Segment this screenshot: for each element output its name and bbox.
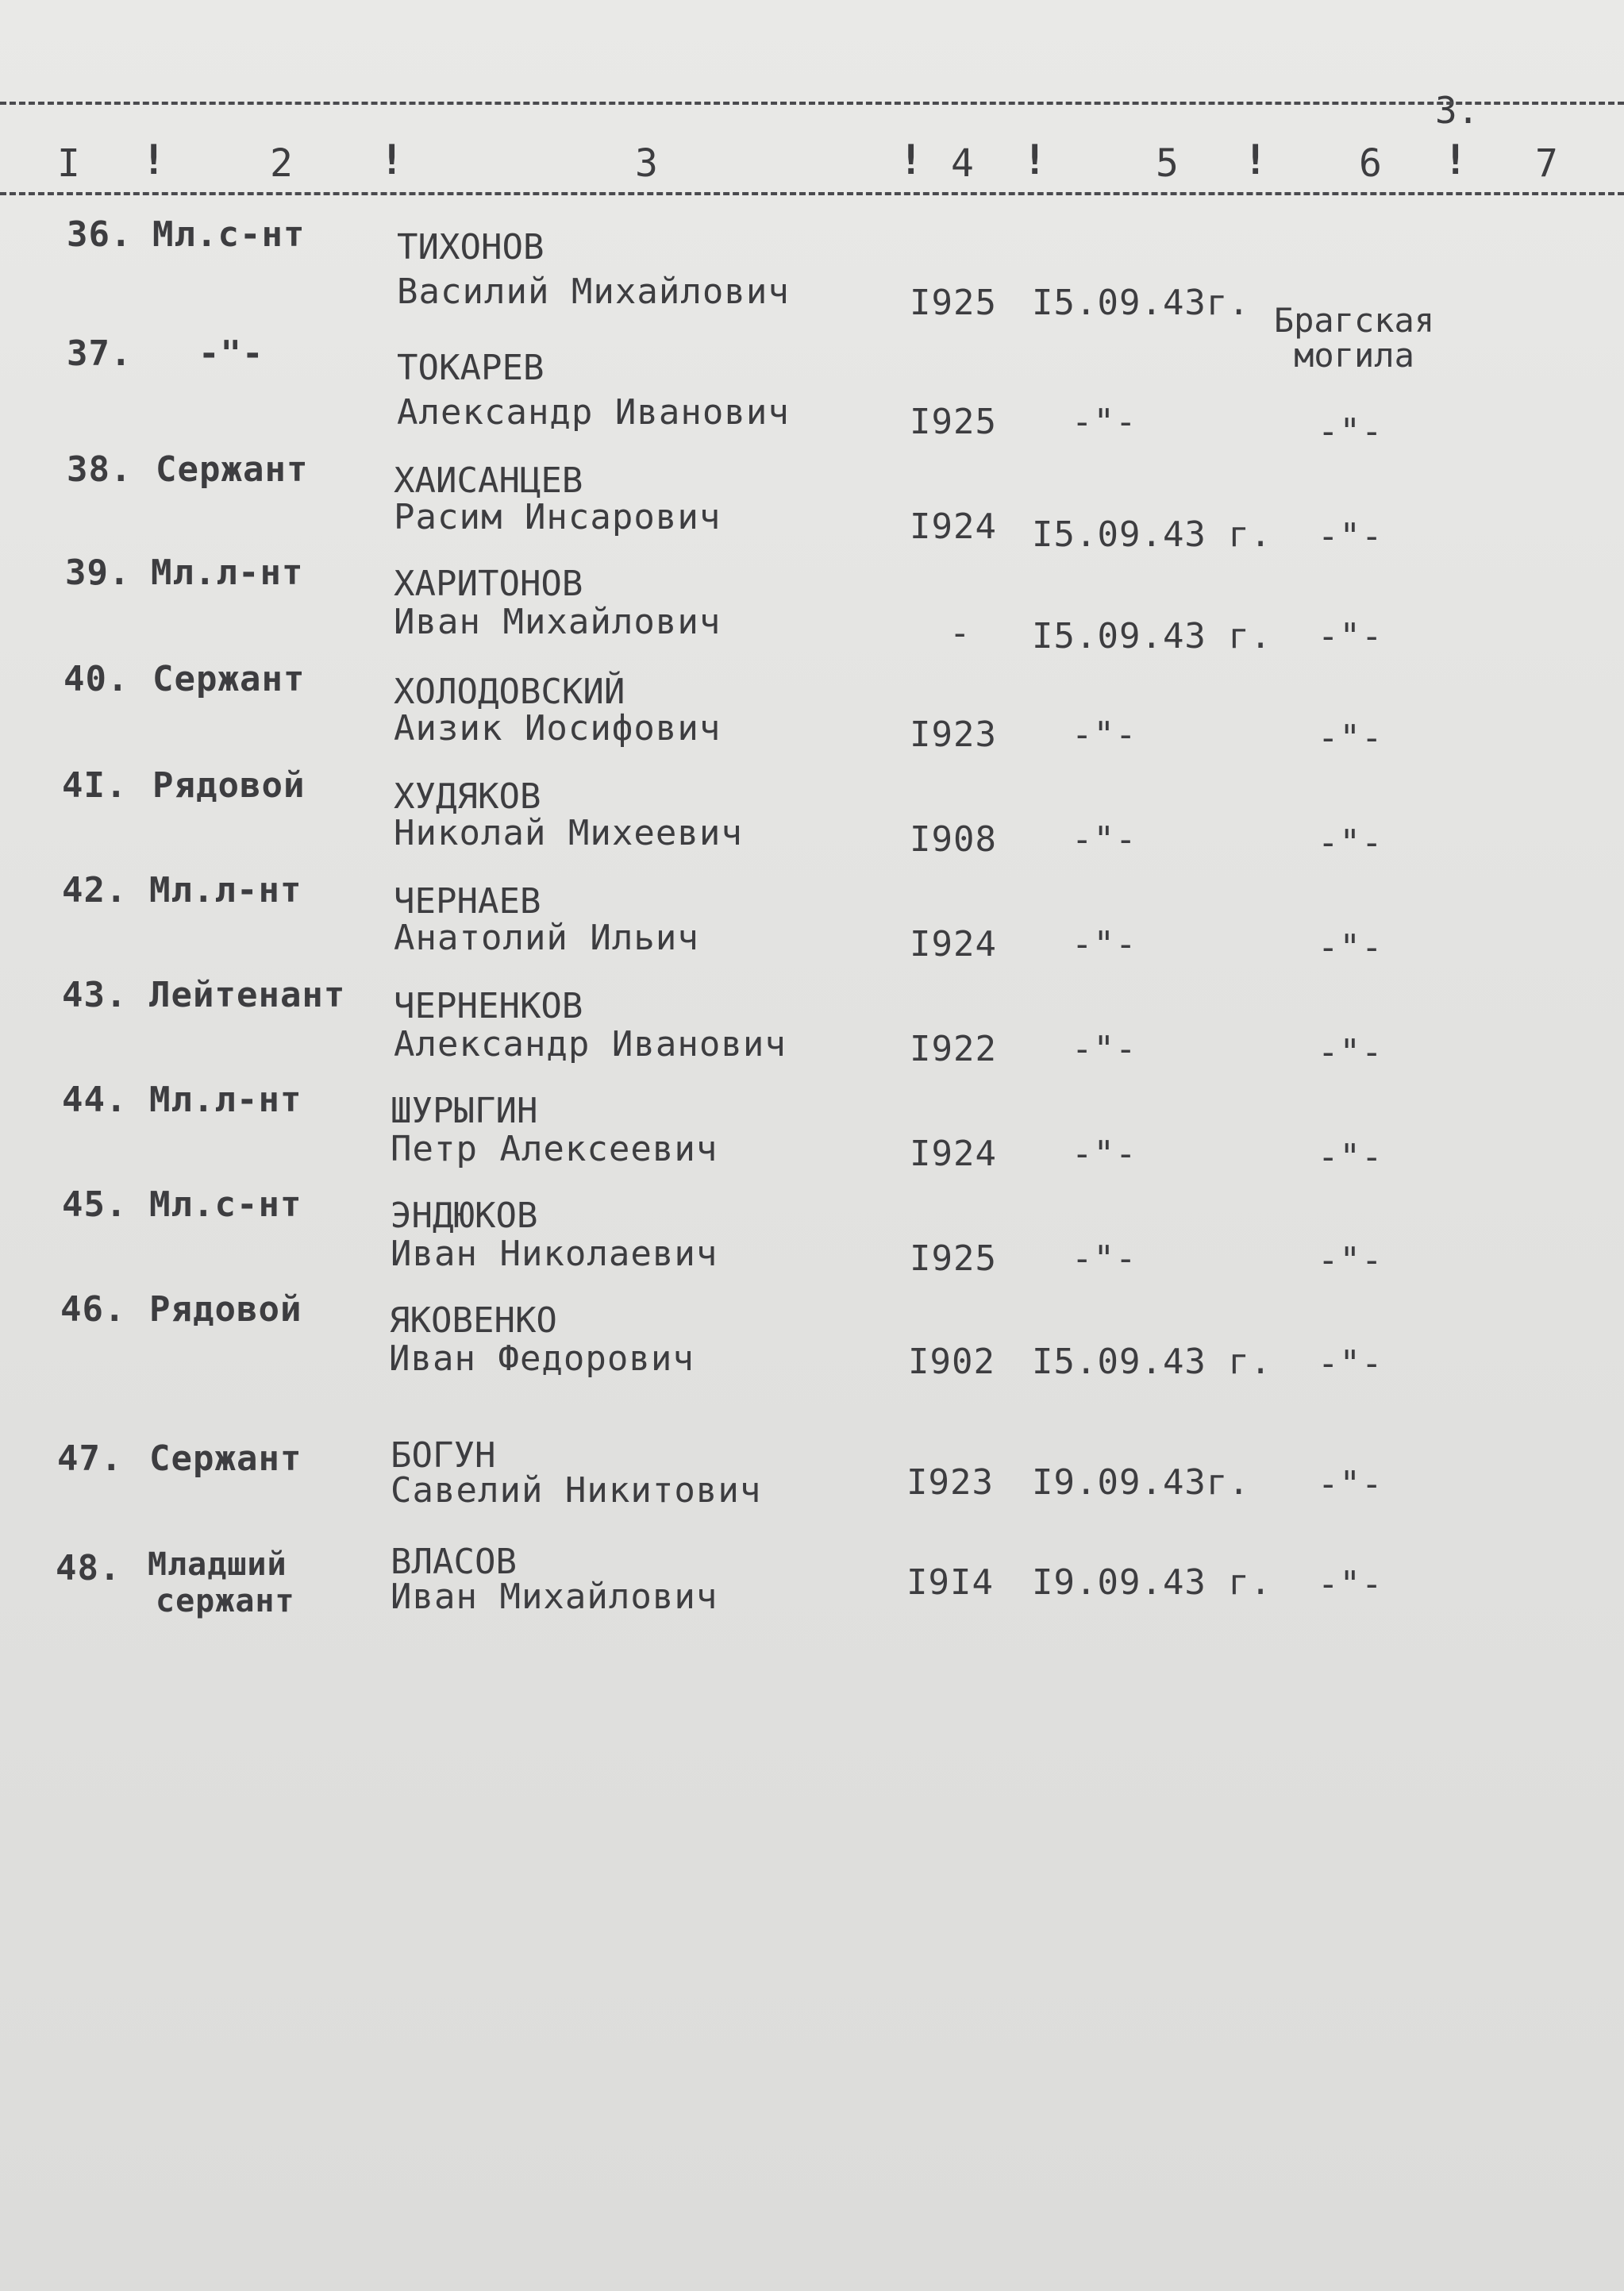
row-number: 46. bbox=[60, 1289, 126, 1330]
burial-place: -"- bbox=[1318, 927, 1383, 968]
surname: ХУДЯКОВ bbox=[394, 776, 541, 817]
surname: БОГУН bbox=[391, 1435, 496, 1476]
rank: Сержант bbox=[156, 449, 309, 490]
rank: Рядовой bbox=[149, 1289, 302, 1330]
surname: ХАРИТОНОВ bbox=[394, 564, 583, 604]
row-number: 4I. bbox=[62, 765, 128, 806]
column-separator: ! bbox=[1443, 137, 1468, 184]
burial-place: -"- bbox=[1318, 516, 1383, 556]
birth-year: I925 bbox=[910, 402, 997, 442]
row-number: 36. bbox=[67, 214, 133, 255]
surname: ЭНДЮКОВ bbox=[391, 1196, 538, 1236]
column-separator: ! bbox=[1022, 137, 1048, 184]
death-date: -"- bbox=[1072, 1029, 1137, 1069]
row-number: 48. bbox=[56, 1548, 121, 1588]
rank: Сержант bbox=[152, 659, 306, 699]
given-name: Александр Иванович bbox=[394, 1024, 787, 1065]
rank: Сержант bbox=[149, 1438, 302, 1479]
birth-year: I925 bbox=[910, 283, 997, 323]
burial-place: -"- bbox=[1318, 822, 1383, 863]
death-date: I9.09.43 г. bbox=[1032, 1562, 1272, 1603]
column-header-6: 6 bbox=[1359, 141, 1382, 186]
surname: ТИХОНОВ bbox=[397, 227, 545, 268]
burial-place: -"- bbox=[1318, 1564, 1383, 1604]
surname: ВЛАСОВ bbox=[391, 1542, 517, 1582]
rank: Лейтенант bbox=[149, 975, 346, 1015]
birth-year: I924 bbox=[910, 924, 997, 965]
row-number: 40. bbox=[63, 659, 129, 699]
birth-year: I924 bbox=[910, 1134, 997, 1174]
death-date: I5.09.43г. bbox=[1032, 283, 1250, 323]
burial-place: Брагская могила bbox=[1273, 301, 1435, 375]
row-number: 47. bbox=[57, 1438, 123, 1479]
column-separator: ! bbox=[141, 137, 167, 184]
given-name: Николай Михеевич bbox=[394, 813, 743, 853]
given-name: Иван Федорович bbox=[389, 1338, 695, 1379]
given-name: Александр Иванович bbox=[397, 392, 790, 433]
column-header-5: 5 bbox=[1156, 141, 1179, 186]
given-name: Савелий Никитович bbox=[391, 1470, 762, 1511]
birth-year: - bbox=[949, 613, 972, 653]
row-number: 39. bbox=[65, 553, 131, 593]
death-date: -"- bbox=[1072, 402, 1137, 442]
rank: Рядовой bbox=[152, 765, 306, 806]
column-separator: ! bbox=[379, 137, 405, 184]
death-date: -"- bbox=[1072, 1238, 1137, 1279]
page-number: 3. bbox=[1435, 89, 1480, 132]
death-date: -"- bbox=[1072, 819, 1137, 860]
death-date: I9.09.43г. bbox=[1032, 1462, 1250, 1503]
surname: ХАИСАНЦЕВ bbox=[394, 460, 583, 501]
burial-place: -"- bbox=[1318, 411, 1383, 452]
given-name: Анатолий Ильич bbox=[394, 918, 699, 958]
header-rule-bottom bbox=[0, 192, 1624, 195]
death-date: -"- bbox=[1072, 924, 1137, 965]
burial-place: -"- bbox=[1318, 1137, 1383, 1177]
burial-place: -"- bbox=[1318, 1240, 1383, 1280]
birth-year: I908 bbox=[910, 819, 997, 860]
surname: ЯКОВЕНКО bbox=[389, 1300, 557, 1341]
death-date: I5.09.43 г. bbox=[1032, 616, 1272, 656]
surname: ХОЛОДОВСКИЙ bbox=[394, 672, 625, 712]
surname: ЧЕРНЕНКОВ bbox=[394, 986, 583, 1026]
death-date: -"- bbox=[1072, 714, 1137, 755]
death-date: I5.09.43 г. bbox=[1032, 1342, 1272, 1382]
burial-place: -"- bbox=[1318, 616, 1383, 656]
given-name: Иван Николаевич bbox=[391, 1234, 718, 1274]
header-rule-top bbox=[0, 102, 1624, 105]
burial-place: -"- bbox=[1318, 718, 1383, 758]
birth-year: I922 bbox=[910, 1029, 997, 1069]
column-separator: ! bbox=[1243, 137, 1268, 184]
birth-year: I923 bbox=[906, 1462, 994, 1503]
birth-year: I924 bbox=[910, 506, 997, 547]
given-name: Иван Михайлович bbox=[394, 602, 722, 642]
column-header-7: 7 bbox=[1535, 141, 1558, 186]
surname: ТОКАРЕВ bbox=[397, 348, 545, 388]
birth-year: I925 bbox=[910, 1238, 997, 1279]
given-name: Василий Михайлович bbox=[397, 271, 790, 312]
birth-year: I923 bbox=[910, 714, 997, 755]
burial-place: -"- bbox=[1318, 1032, 1383, 1072]
column-header-4: 4 bbox=[951, 141, 974, 186]
surname: ШУРЫГИН bbox=[391, 1091, 538, 1131]
column-header-2: 2 bbox=[270, 141, 293, 186]
burial-place: -"- bbox=[1318, 1464, 1383, 1504]
given-name: Аизик Иосифович bbox=[394, 708, 722, 749]
rank: Младший bbox=[148, 1546, 287, 1583]
burial-place: -"- bbox=[1318, 1343, 1383, 1384]
row-number: 44. bbox=[62, 1080, 128, 1120]
rank-line-2: сержант bbox=[156, 1583, 295, 1619]
row-number: 37. bbox=[67, 333, 133, 374]
birth-year: I902 bbox=[908, 1342, 995, 1382]
given-name: Петр Алексеевич bbox=[391, 1129, 718, 1169]
row-number: 43. bbox=[62, 975, 128, 1015]
column-header-1: I bbox=[57, 141, 80, 186]
rank: Мл.л-нт bbox=[151, 553, 304, 593]
column-separator: ! bbox=[899, 137, 924, 184]
rank: Мл.с-нт bbox=[149, 1184, 302, 1225]
rank: Мл.л-нт bbox=[149, 870, 302, 911]
death-date: I5.09.43 г. bbox=[1032, 514, 1272, 555]
rank: Мл.с-нт bbox=[152, 214, 306, 255]
column-header-3: 3 bbox=[635, 141, 658, 186]
surname: ЧЕРНАЕВ bbox=[394, 881, 541, 922]
rank: Мл.л-нт bbox=[149, 1080, 302, 1120]
given-name: Иван Михайлович bbox=[391, 1577, 718, 1617]
birth-year: I9I4 bbox=[906, 1562, 994, 1603]
row-number: 42. bbox=[62, 870, 128, 911]
death-date: -"- bbox=[1072, 1134, 1137, 1174]
rank: -"- bbox=[198, 333, 264, 374]
row-number: 45. bbox=[62, 1184, 128, 1225]
row-number: 38. bbox=[67, 449, 133, 490]
given-name: Расим Инсарович bbox=[394, 497, 722, 537]
